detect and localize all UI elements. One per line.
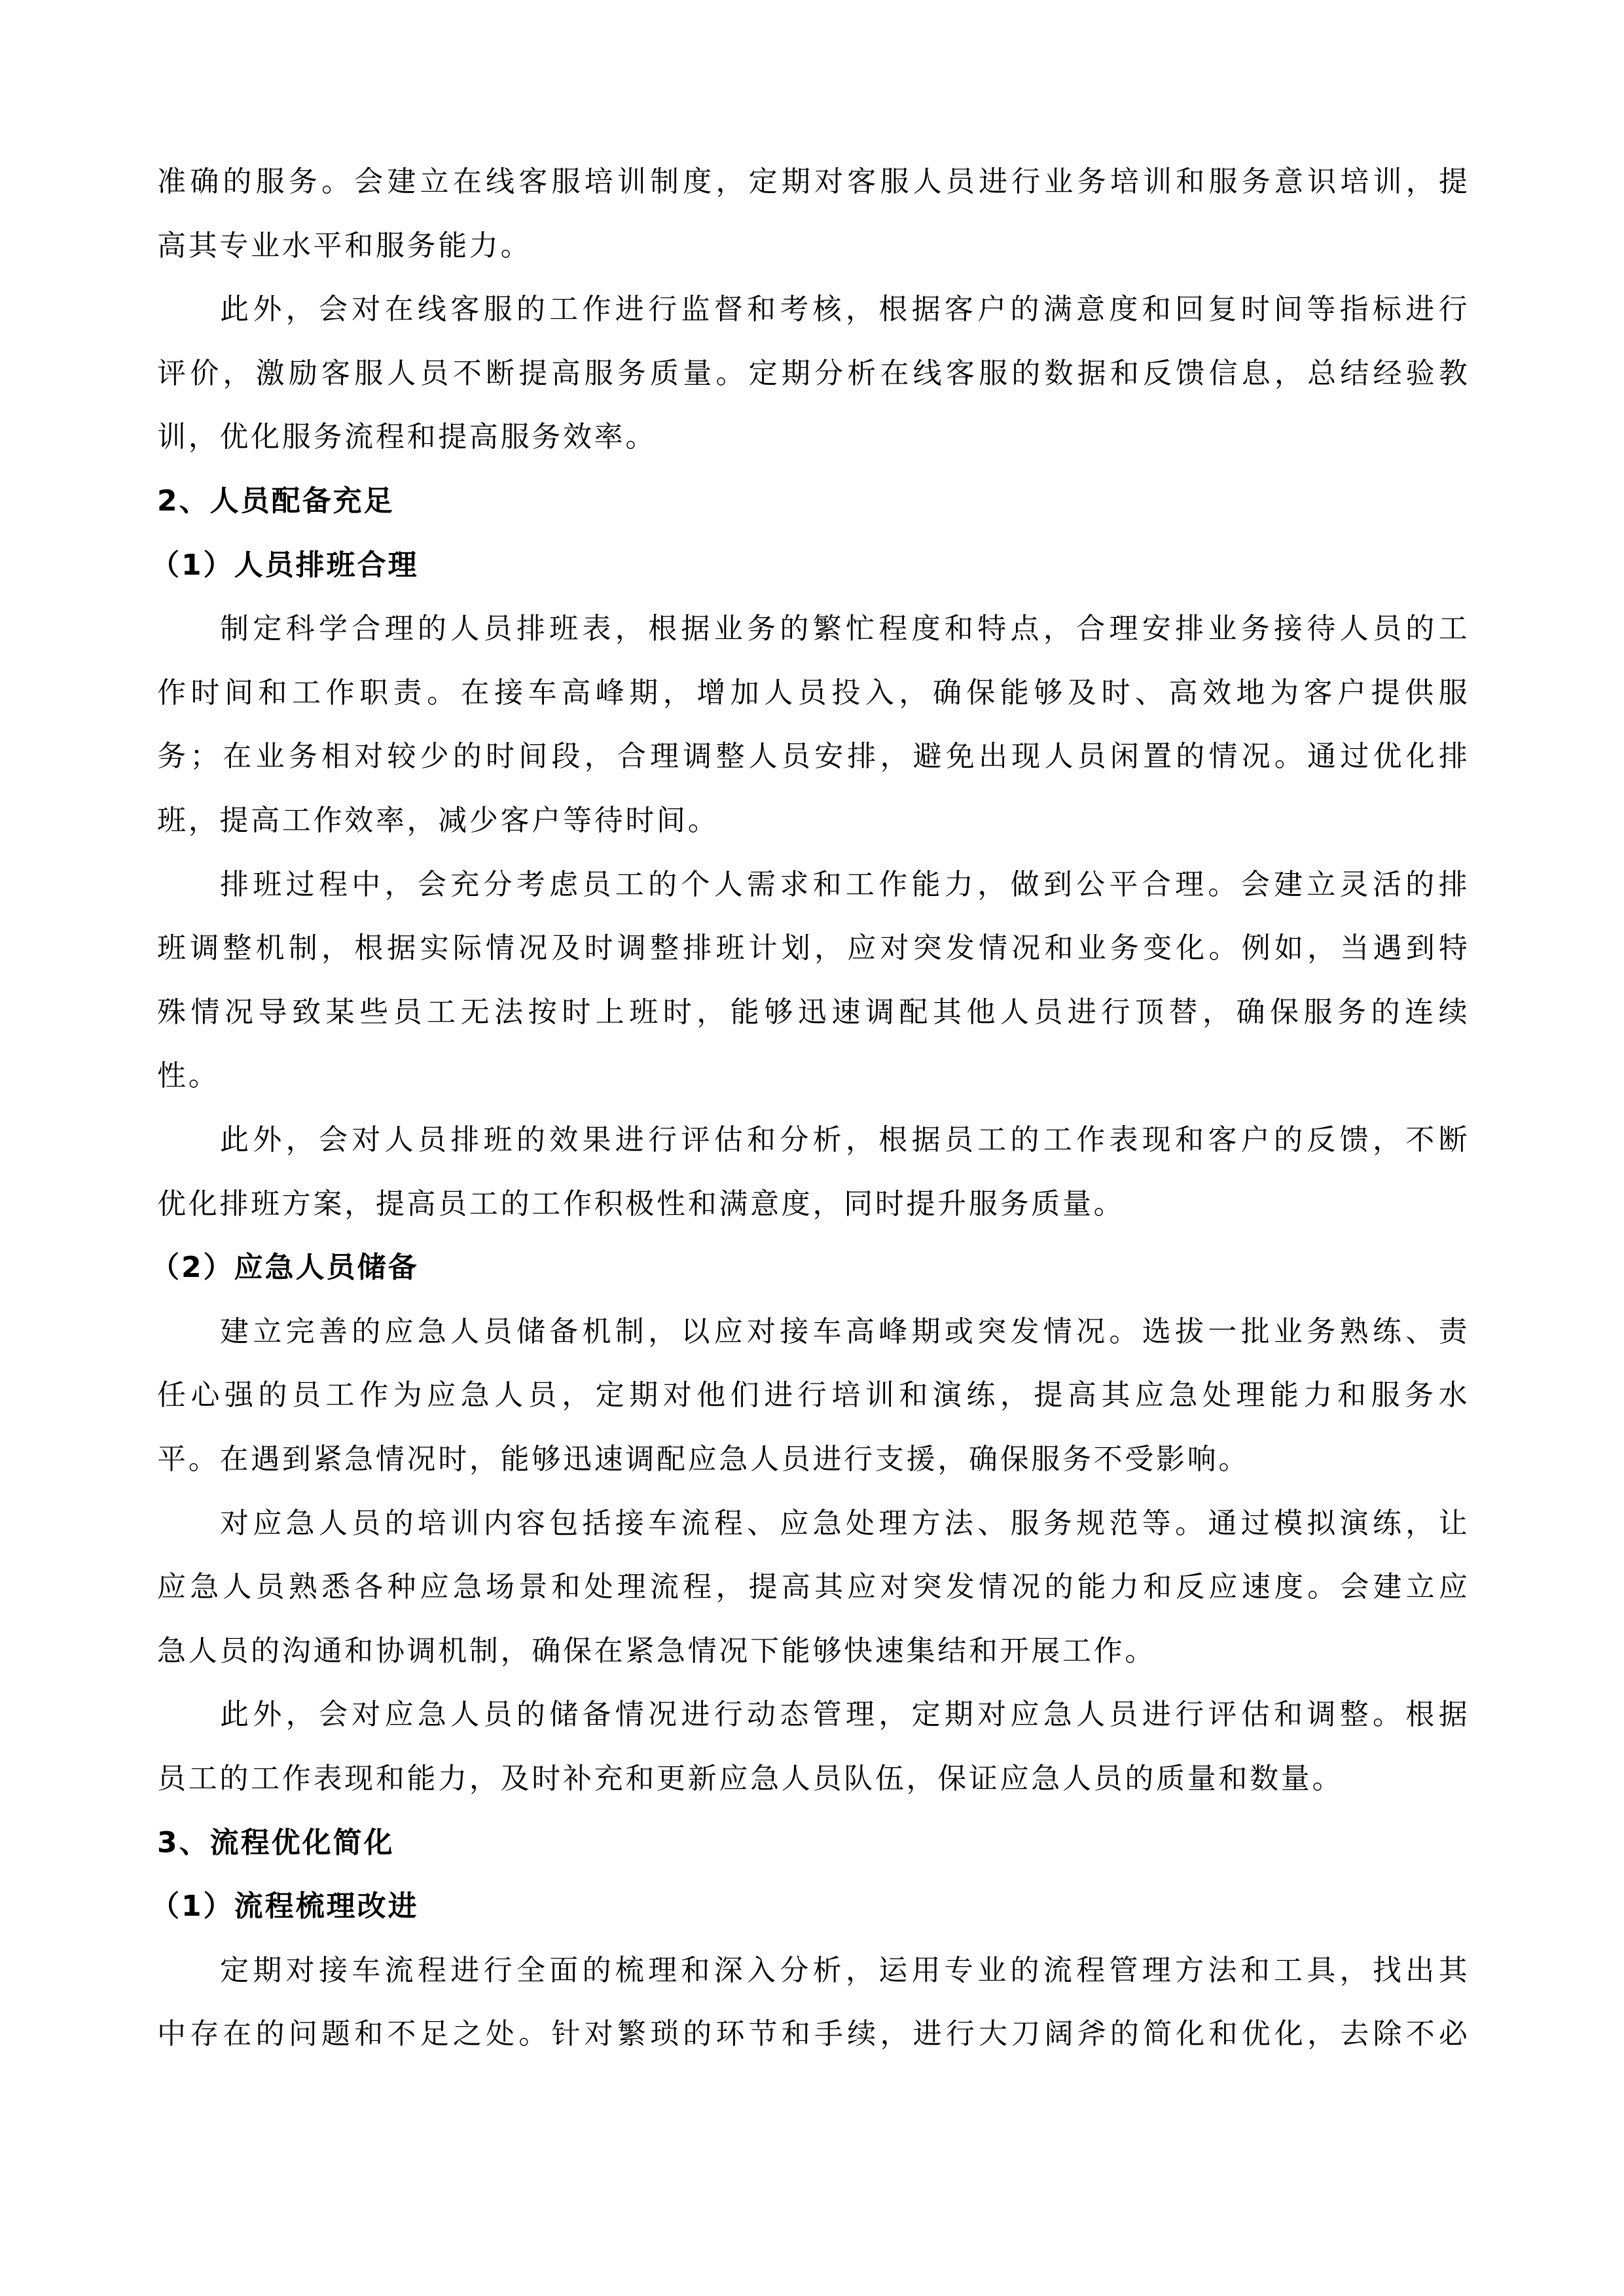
subsection-heading: （ 1 ） 人 员 排 班 合 理: [151, 548, 417, 582]
paragraph-line: 务 ； 在 业 务 相 对 较 少 的 时 间 段 ， 合 理 调 整 人 员 安 排 ， 避 免 出 现 人 员 闲 置 的 情 况 。 通 过 优 化 排: [157, 740, 1468, 774]
paragraph-line: 班 ， 提 高 工 作 效 率 ， 减 少 客 户 等 待 时 间 。: [157, 804, 717, 837]
paragraph-line: 定 期 对 接 车 流 程 进 行 全 面 的 梳 理 和 深 入 分 析 ， 运 用 专 业 的 流 程 管 理 方 法 和 工 具 ， 找 出 其: [220, 1953, 1468, 1987]
paragraph-line: 优 化 排 班 方 案 ， 提 高 员 工 的 工 作 积 极 性 和 满 意 度 ， 同 时 提 升 服 务 质 量 。: [157, 1187, 1123, 1221]
paragraph-line: 作 时 间 和 工 作 职 责 。 在 接 车 高 峰 期 ， 增 加 人 员 投 入 ， 确 保 能 够 及 时 、 高 效 地 为 客 户 提 供 服: [157, 675, 1468, 709]
paragraph-line: 排 班 过 程 中 ， 会 充 分 考 虑 员 工 的 个 人 需 求 和 工 作 能 力 ， 做 到 公 平 合 理 。 会 建 立 灵 活 的 排: [220, 867, 1468, 901]
paragraph-line: 此 外 ， 会 对 人 员 排 班 的 效 果 进 行 评 估 和 分 析 ， 根 据 员 工 的 工 作 表 现 和 客 户 的 反 馈 ， 不 断: [220, 1123, 1468, 1157]
paragraph-line: 此 外 ， 会 对 在 线 客 服 的 工 作 进 行 监 督 和 考 核 ， 根 据 客 户 的 满 意 度 和 回 复 时 间 等 指 标 进 行: [220, 293, 1468, 327]
paragraph-line: 员 工 的 工 作 表 现 和 能 力 ， 及 时 补 充 和 更 新 应 急 人 员 队 伍 ， 保 证 应 急 人 员 的 质 量 和 数 量 。: [157, 1762, 1341, 1795]
paragraph-line: 建 立 完 善 的 应 急 人 员 储 备 机 制 ， 以 应 对 接 车 高 峰 期 或 突 发 情 况 。 选 拔 一 批 业 务 熟 练 、 责: [220, 1314, 1468, 1348]
paragraph-line: 对 应 急 人 员 的 培 训 内 容 包 括 接 车 流 程 、 应 急 处 理 方 法 、 服 务 规 范 等 。 通 过 模 拟 演 练 ， 让: [220, 1506, 1468, 1540]
section-heading: 3 、 流 程 优 化 简 化: [157, 1825, 393, 1859]
section-heading: 2 、 人 员 配 备 充 足: [157, 484, 393, 518]
paragraph-line: 评 价 ， 激 励 客 服 人 员 不 断 提 高 服 务 质 量 。 定 期 分 析 在 线 客 服 的 数 据 和 反 馈 信 息 ， 总 结 经 验 教: [157, 356, 1468, 390]
paragraph-line: 班 调 整 机 制 ， 根 据 实 际 情 况 及 时 调 整 排 班 计 划 ， 应 对 突 发 情 况 和 业 务 变 化 。 例 如 ， 当 遇 到 特: [157, 931, 1468, 965]
subsection-heading: （ 1 ） 流 程 梳 理 改 进: [151, 1890, 417, 1924]
paragraph-line: 中 存 在 的 问 题 和 不 足 之 处 。 针 对 繁 琐 的 环 节 和 手 续 ， 进 行 大 刀 阔 斧 的 简 化 和 优 化 ， 去 除 不 必: [157, 2017, 1468, 2051]
paragraph-line: 此 外 ， 会 对 应 急 人 员 的 储 备 情 况 进 行 动 态 管 理 ， 定 期 对 应 急 人 员 进 行 评 估 和 调 整 。 根 据: [220, 1698, 1468, 1732]
subsection-heading: （ 2 ） 应 急 人 员 储 备: [151, 1251, 417, 1285]
paragraph-line: 训 ， 优 化 服 务 流 程 和 提 高 服 务 效 率 。: [157, 420, 655, 454]
paragraph-line: 应 急 人 员 熟 悉 各 种 应 急 场 景 和 处 理 流 程 ， 提 高 其 应 对 突 发 情 况 的 能 力 和 反 应 速 度 。 会 建 立 应: [157, 1570, 1468, 1604]
paragraph-line: 任 心 强 的 员 工 作 为 应 急 人 员 ， 定 期 对 他 们 进 行 培 训 和 演 练 ， 提 高 其 应 急 处 理 能 力 和 服 务 水: [157, 1378, 1468, 1412]
paragraph-line: 平 。 在 遇 到 紧 急 情 况 时 ， 能 够 迅 速 调 配 应 急 人 员 进 行 支 援 ， 确 保 服 务 不 受 影 响 。: [157, 1443, 1248, 1476]
paragraph-line: 制 定 科 学 合 理 的 人 员 排 班 表 ， 根 据 业 务 的 繁 忙 程 度 和 特 点 ， 合 理 安 排 业 务 接 待 人 员 的 工: [220, 612, 1468, 646]
paragraph-line: 急 人 员 的 沟 通 和 协 调 机 制 ， 确 保 在 紧 急 情 况 下 能 够 快 速 集 结 和 开 展 工 作 。: [157, 1634, 1154, 1668]
paragraph-line: 性 。: [157, 1059, 217, 1093]
paragraph-line: 高 其 专 业 水 平 和 服 务 能 力 。: [157, 228, 530, 262]
paragraph-line: 殊 情 况 导 致 某 些 员 工 无 法 按 时 上 班 时 ， 能 够 迅 速 调 配 其 他 人 员 进 行 顶 替 ， 确 保 服 务 的 连 续: [157, 995, 1468, 1029]
paragraph-line: 准 确 的 服 务 。 会 建 立 在 线 客 服 培 训 制 度 ， 定 期 对 客 服 人 员 进 行 业 务 培 训 和 服 务 意 识 培 训 ， 提: [157, 165, 1468, 198]
